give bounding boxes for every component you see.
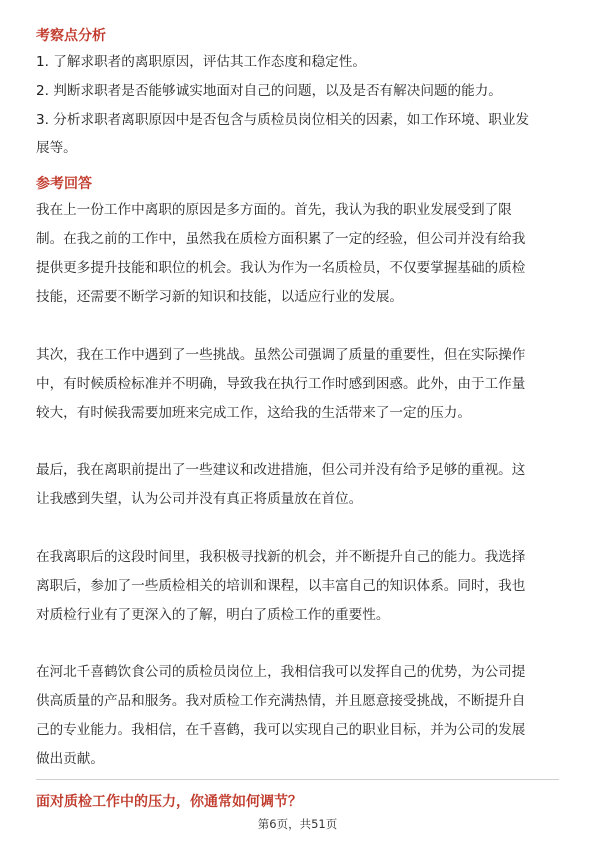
answer-paragraph-line: 对质检行业有了更深入的了解，明白了质检工作的重要性。 xyxy=(36,607,390,623)
answer-paragraph-line: 制。在我之前的工作中，虽然我在质检方面积累了一定的经验，但公司并没有给我 xyxy=(36,231,526,247)
analysis-heading: 考察点分析 xyxy=(36,28,106,44)
answer-paragraph-line: 在我离职后的这段时间里，我积极寻找新的机会，并不断提升自己的能力。我选择 xyxy=(36,549,526,565)
next-question-heading: 面对质检工作中的压力，你通常如何调节？ xyxy=(36,794,302,810)
answer-paragraph-line: 中，有时候质检标准并不明确，导致我在执行工作时感到困惑。此外，由于工作量 xyxy=(36,376,526,392)
answer-paragraph-line: 供高质量的产品和服务。我对质检工作充满热情，并且愿意接受挑战，不断提升自 xyxy=(36,693,526,709)
analysis-item: 1. 了解求职者的离职原因，评估其工作态度和稳定性。 xyxy=(36,54,366,70)
answer-paragraph-line: 最后，我在离职前提出了一些建议和改进措施，但公司并没有给予足够的重视。这 xyxy=(36,462,526,478)
answer-paragraph-line: 让我感到失望，认为公司并没有真正将质量放在首位。 xyxy=(36,491,363,507)
analysis-item: 3. 分析求职者离职原因中是否包含与质检员岗位相关的因素，如工作环境、职业发 xyxy=(36,112,530,128)
answer-paragraph-line: 其次，我在工作中遇到了一些挑战。虽然公司强调了质量的重要性，但在实际操作 xyxy=(36,347,526,363)
answer-paragraph-line: 己的专业能力。我相信，在千喜鹤，我可以实现自己的职业目标，并为公司的发展 xyxy=(36,722,526,738)
page-number: 第6页，共51页 xyxy=(257,817,338,831)
answer-paragraph-line: 提供更多提升技能和职位的机会。我认为作为一名质检员，不仅要掌握基础的质检 xyxy=(36,260,526,276)
answer-heading: 参考回答 xyxy=(36,176,92,192)
answer-paragraph-line: 我在上一份工作中离职的原因是多方面的。首先，我认为我的职业发展受到了限 xyxy=(36,202,512,218)
answer-paragraph-line: 在河北千喜鹤饮食公司的质检员岗位上，我相信我可以发挥自己的优势，为公司提 xyxy=(36,664,526,680)
answer-paragraph-line: 较大，有时候我需要加班来完成工作，这给我的生活带来了一定的压力。 xyxy=(36,405,471,421)
answer-paragraph-line: 离职后，参加了一些质检相关的培训和课程，以丰富自己的知识体系。同时，我也 xyxy=(36,578,526,594)
answer-paragraph-line: 做出贡献。 xyxy=(36,751,104,767)
analysis-item-continuation: 展等。 xyxy=(36,140,77,156)
section-divider xyxy=(36,779,559,780)
analysis-item: 2. 判断求职者是否能够诚实地面对自己的问题，以及是否有解决问题的能力。 xyxy=(36,83,502,99)
answer-paragraph-line: 技能，还需要不断学习新的知识和技能，以适应行业的发展。 xyxy=(36,289,404,305)
